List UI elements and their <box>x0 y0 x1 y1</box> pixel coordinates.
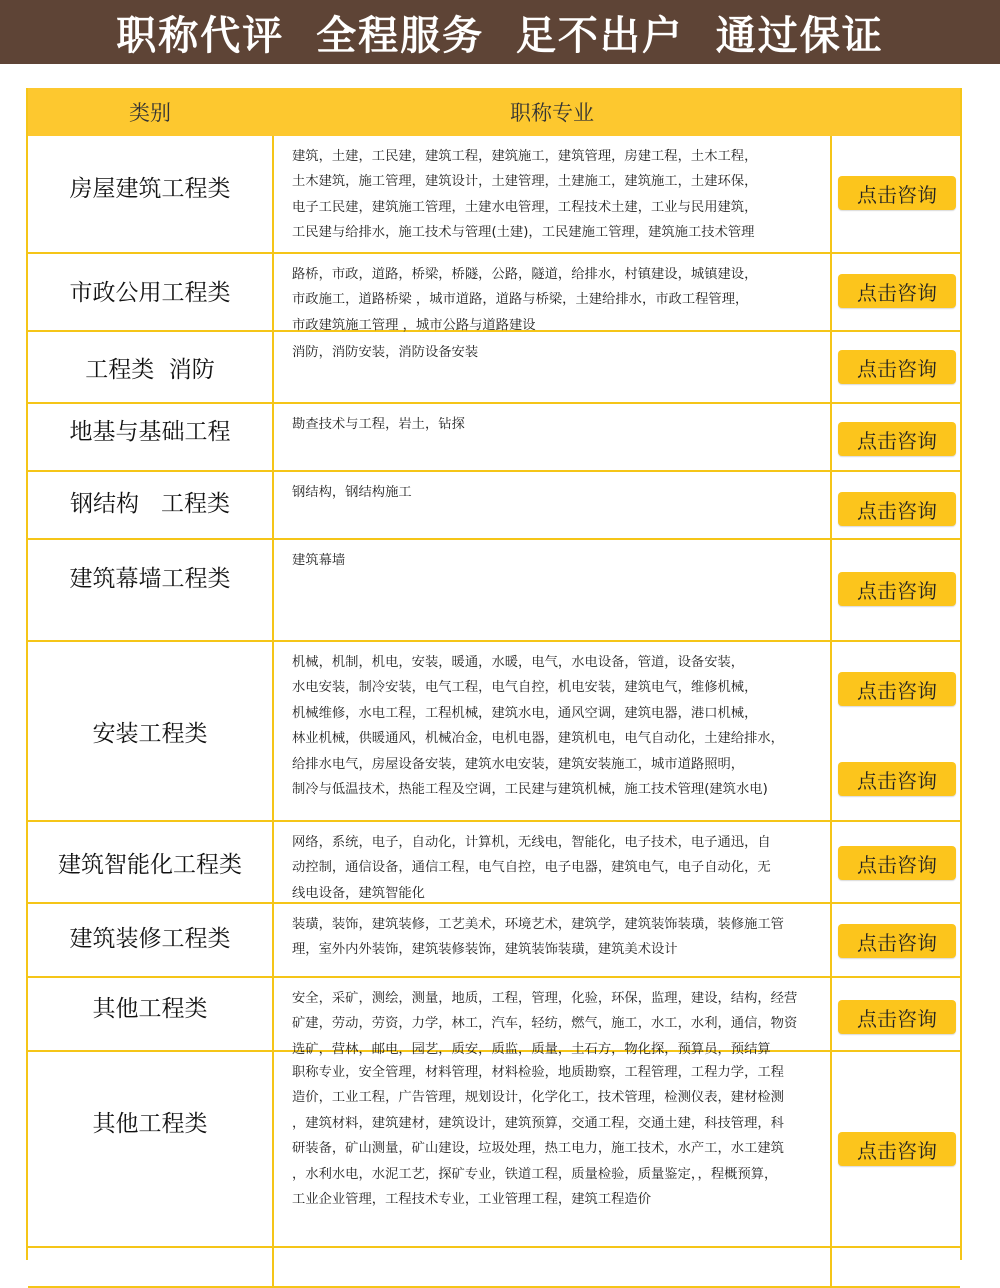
table-row <box>28 472 960 540</box>
specialty-list <box>272 404 832 470</box>
specialty-line: 机械维修，水电工程，工程机械，建筑水电，通风空调，建筑电器，港口机械， <box>292 705 758 721</box>
specialty-line: ，水利水电，水泥工艺，探矿专业，铁道工程，质量检验，质量鉴定，，程概预算， <box>292 1166 778 1182</box>
specialty-line: 网络，系统，电子，自动化，计算机，无线电，智能化，电子技术，电子通迅，自 <box>292 835 771 850</box>
specialty-line: 建筑幕墙 <box>292 553 346 568</box>
specialty-list <box>272 136 832 252</box>
consult-button[interactable]: 点击咨询 <box>838 1132 956 1166</box>
table-row <box>28 332 960 404</box>
category-label: 建筑智能化工程类 <box>58 851 242 878</box>
table-row <box>28 404 960 472</box>
specialty-list <box>272 978 832 1057</box>
table-row <box>28 978 960 1057</box>
table-row <box>28 904 960 978</box>
consult-cell <box>834 404 960 470</box>
specialty-line: 工民建与给排水，施工技术与管理(土建)，工民建施工管理，建筑施工技术管理 <box>292 225 755 241</box>
specialty-line: 安全，采矿，测绘，测量，地质，工程，管理，化验，环保，监理，建设，结构，经营 <box>292 991 798 1006</box>
category-label: 其他工程类 <box>92 1110 208 1137</box>
specialty-table <box>26 88 962 1260</box>
consult-cell <box>834 332 960 402</box>
specialty-line: 消防，消防安装，消防设备安装 <box>292 345 479 360</box>
specialty-list <box>272 254 832 333</box>
specialty-line: 市政建筑施工管理 ，城市公路与道路建设 <box>292 317 536 333</box>
specialty-list <box>272 332 832 402</box>
specialty-line: 制冷与低温技术，热能工程及空调，工民建与建筑机械，施工技术管理(建筑水电) <box>292 782 768 798</box>
consult-button[interactable]: 点击咨询 <box>838 176 956 210</box>
specialty-list <box>272 472 832 538</box>
category-label: 建筑幕墙工程类 <box>69 565 231 592</box>
category-label <box>28 1248 272 1286</box>
specialty-line: ，建筑材料，建筑建材，建筑设计，建筑预算，交通工程，交通土建，科技管理，科 <box>292 1115 784 1131</box>
specialty-line: 职称专业，安全管理，材料管理，材料检验，地质勘察，工程管理，工程力学，工程 <box>292 1065 784 1080</box>
consult-cell <box>834 254 960 330</box>
specialty-list <box>272 642 832 820</box>
specialty-line: 工业企业管理，工程技术专业，工业管理工程，建筑工程造价 <box>292 1192 652 1208</box>
specialty-line: 林业机械，供暖通风，机械冶金，电机电器，建筑机电，电气自动化，土建给排水， <box>292 731 784 747</box>
header-category: 类别 <box>129 101 171 125</box>
specialty-line: 钢结构，钢结构施工 <box>292 485 412 500</box>
specialty-line: 选矿，营林，邮电，园艺，质安，质监，质量，土石方，物化探，预算员，预结算 <box>292 1041 771 1057</box>
table-row <box>28 136 960 254</box>
specialty-line: 理，室外内外装饰，建筑装修装饰，建筑装饰装璜，建筑美术设计 <box>292 942 678 958</box>
consult-cell <box>834 472 960 538</box>
consult-button[interactable]: 点击咨询 <box>838 846 956 880</box>
category-label: 工程类 消防 <box>85 356 215 383</box>
table-row <box>28 1052 960 1248</box>
specialty-line: 路桥，市政，道路，桥梁，桥隧，公路，隧道，给排水，村镇建设，城镇建设， <box>292 267 758 282</box>
consult-cell <box>834 136 960 252</box>
consult-button[interactable]: 点击咨询 <box>838 274 956 308</box>
category-label: 地基与基础工程 <box>69 418 231 445</box>
consult-cell <box>834 978 960 1050</box>
specialty-list <box>272 822 832 902</box>
consult-cell <box>834 822 960 902</box>
specialty-line: 线电设备，建筑智能化 <box>292 885 425 901</box>
table-row <box>28 254 960 332</box>
consult-button[interactable]: 点击咨询 <box>838 422 956 456</box>
specialty-line: 市政施工，道路桥梁 ，城市道路，道路与桥梁，土建给排水，市政工程管理， <box>292 292 749 308</box>
specialty-line: 水电安装，制冷安装，电气工程，电气自控，机电安装，建筑电气，维修机械， <box>292 680 758 696</box>
consult-cell <box>834 642 960 820</box>
specialty-list <box>272 540 832 640</box>
specialty-list <box>272 904 832 976</box>
consult-button[interactable]: 点击咨询 <box>838 1000 956 1034</box>
table-row <box>28 822 960 904</box>
specialty-line: 矿建，劳动，劳资，力学，林工，汽车，轻纺，燃气，施工，水工，水利，通信，物资 <box>292 1016 798 1032</box>
specialty-list <box>272 1052 832 1246</box>
consult-cell <box>834 904 960 976</box>
header-specialty: 职称专业 <box>510 101 594 125</box>
category-label: 市政公用工程类 <box>69 279 231 306</box>
specialty-line: 造价，工业工程，广告管理，规划设计，化学化工，技术管理，检测仪表，建材检测 <box>292 1090 784 1106</box>
consult-button[interactable]: 点击咨询 <box>838 350 956 384</box>
category-label: 其他工程类 <box>92 995 208 1022</box>
specialty-line: 机械，机制，机电，安装，暖通，水暖，电气，水电设备，管道，设备安装， <box>292 655 745 670</box>
specialty-line: 土木建筑，施工管理，建筑设计，土建管理，土建施工，建筑施工，土建环保， <box>292 174 758 190</box>
category-label: 建筑装修工程类 <box>69 925 231 952</box>
consult-button[interactable]: 点击咨询 <box>838 492 956 526</box>
category-label: 房屋建筑工程类 <box>69 175 231 202</box>
table-row <box>28 1248 960 1288</box>
specialty-line: 勘查技术与工程，岩土，钻探 <box>292 417 465 432</box>
specialty-line: 电子工民建，建筑施工管理，土建水电管理，工程技术土建，工业与民用建筑， <box>292 199 758 215</box>
table-row <box>28 642 960 822</box>
consult-button[interactable]: 点击咨询 <box>838 672 956 706</box>
specialty-line: 建筑，土建，工民建，建筑工程，建筑施工，建筑管理，房建工程，土木工程， <box>292 149 758 164</box>
specialty-line: 给排水电气，房屋设备安装，建筑水电安装，建筑安装施工，城市道路照明， <box>292 756 745 772</box>
specialty-line: 动控制，通信设备，通信工程，电气自控，电子电器，建筑电气，电子自动化，无 <box>292 860 771 876</box>
specialty-line: 装璜，装饰，建筑装修，工艺美术，环境艺术，建筑学，建筑装饰装璜，装修施工管 <box>292 917 784 932</box>
consult-button[interactable]: 点击咨询 <box>838 762 956 796</box>
table-row <box>28 540 960 642</box>
specialty-line: 研装备，矿山测量，矿山建设，垃圾处理，热工电力，施工技术，水产工，水工建筑 <box>292 1141 784 1157</box>
consult-cell <box>834 1052 960 1246</box>
promo-banner: 职称代评 全程服务 足不出户 通过保证 <box>0 0 1000 64</box>
category-label: 钢结构 工程类 <box>70 490 230 517</box>
table-header <box>28 88 960 136</box>
specialty-list <box>272 1248 832 1286</box>
consult-cell <box>834 1248 960 1286</box>
consult-button[interactable]: 点击咨询 <box>838 924 956 958</box>
consult-cell <box>834 540 960 640</box>
consult-button[interactable]: 点击咨询 <box>838 572 956 606</box>
category-label: 安装工程类 <box>92 720 208 747</box>
